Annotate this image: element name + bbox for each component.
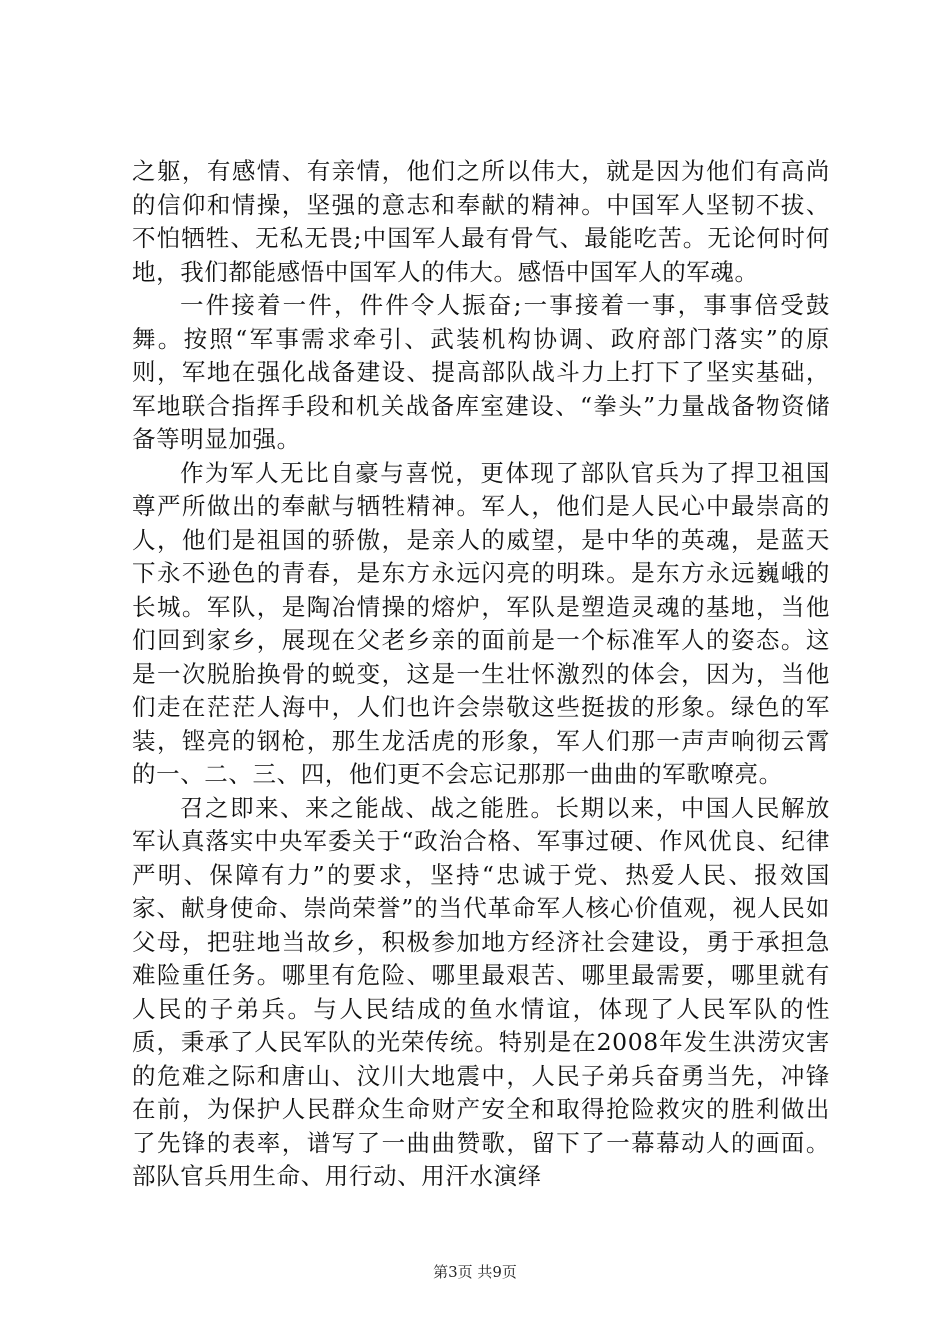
paragraph-1: 之躯，有感情、有亲情，他们之所以伟大，就是因为他们有高尚的信仰和情操，坚强的意志和奉献的精神。中国军人坚韧不拔、不怕牺牲、无私无畏;中国军人最有骨气、最能吃苦。无论何时何地，我们都能感悟中国军人的伟大。感悟中国军人的军魂。 <box>132 157 830 286</box>
page-footer: 第3页 共9页 <box>433 1263 517 1281</box>
paragraph-4: 召之即来、来之能战、战之能胜。长期以来，中国人民解放军认真落实中央军委关于“政治合格、军事过硬、作风优良、纪律严明、保障有力”的要求，坚持“忠诚于党、热爱人民、报效国家、献身使命、崇尚荣誉”的当代革命军人核心价值观，视人民如父母，把驻地当故乡，积极参加地方经济社会建设，勇于承担急难险重任务。哪里有危险、哪里最艰苦、哪里最需要，哪里就有人民的子弟兵。与人民结成的鱼水情谊，体现了人民军队的性质，秉承了人民军队的光荣传统。特别是在2008年发生洪涝灾害的危难之际和唐山、汶川大地震中，人民子弟兵奋勇当先，冲锋在前，为保护人民群众生命财产安全和取得抢险救灾的胜利做出了先锋的表率，谱写了一曲曲赞歌，留下了一幕幕动人的画面。部队官兵用生命、用行动、用汗水演绎 <box>132 793 830 1190</box>
paragraph-3: 作为军人无比自豪与喜悦，更体现了部队官兵为了捍卫祖国尊严所做出的奉献与牺牲精神。军人，他们是人民心中最崇高的人，他们是祖国的骄傲，是亲人的威望，是中华的英魂，是蓝天下永不逊色的青春，是东方永远闪亮的明珠。是东方永远巍峨的长城。军队，是陶冶情操的熔炉，军队是塑造灵魂的基地，当他们回到家乡，展现在父老乡亲的面前是一个标准军人的姿态。这是一次脱胎换骨的蜕变，这是一生壮怀激烈的体会，因为，当他们走在茫茫人海中，人们也许会崇敬这些挺拔的形象。绿色的军装，铿亮的钢枪，那生龙活虎的形象，军人们那一声声响彻云霄的一、二、三、四，他们更不会忘记那那一曲曲的军歌嘹亮。 <box>132 458 830 788</box>
document-body <box>132 155 830 1194</box>
paragraph-2: 一件接着一件，件件令人振奋;一事接着一事，事事倍受鼓舞。按照“军事需求牵引、武装机构协调、政府部门落实”的原则，军地在强化战备建设、提高部队战斗力上打下了坚实基础，军地联合指挥手段和机关战备库室建设、“拳头”力量战备物资储备等明显加强。 <box>132 291 830 453</box>
